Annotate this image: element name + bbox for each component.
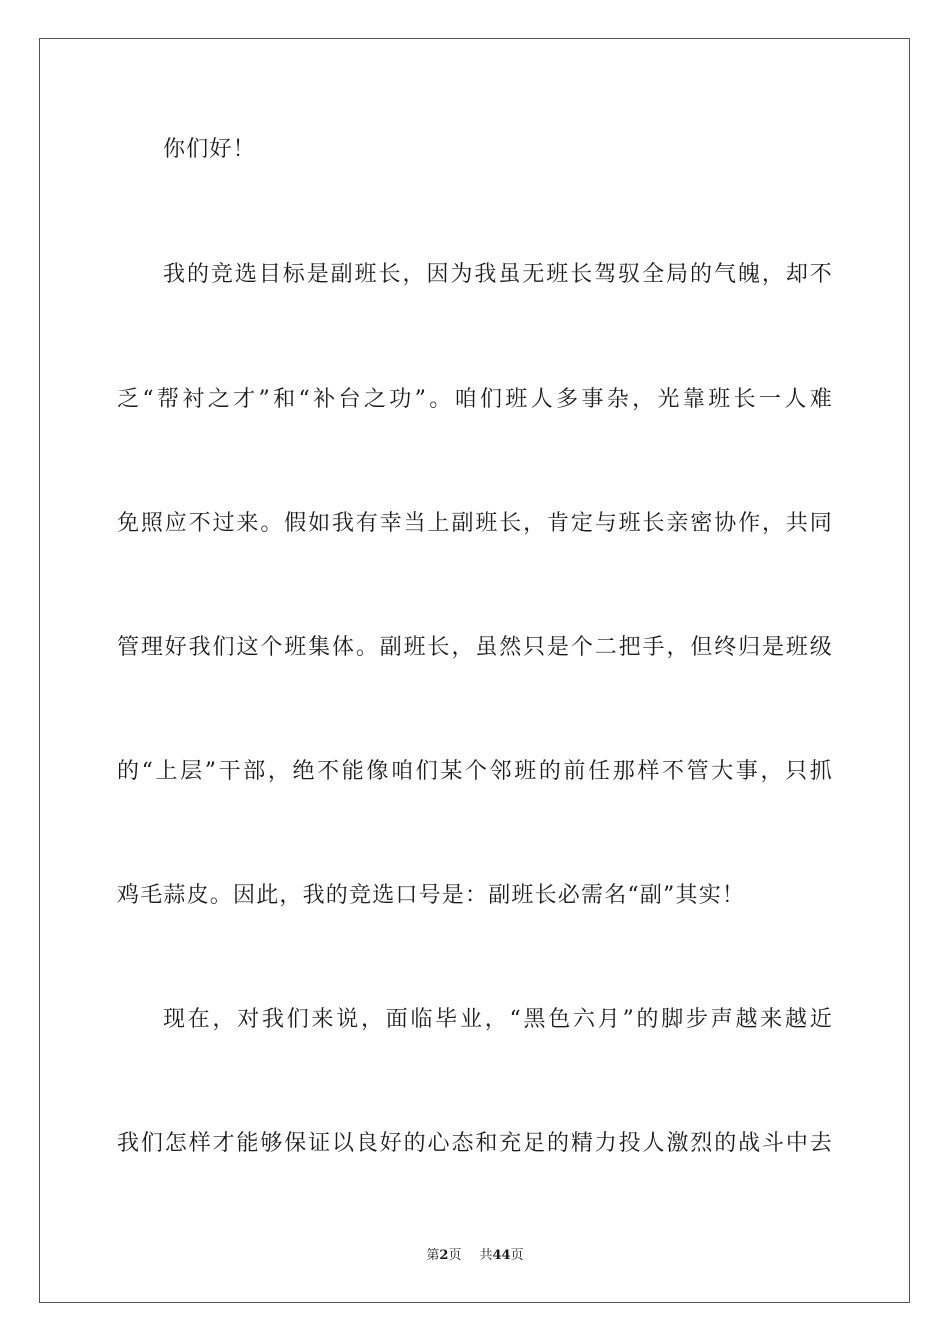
paragraph-line: 鸡毛蒜皮。因此，我的竞选口号是：副班长必需名“副”其实！ [117,883,746,908]
total-prefix: 共 [479,1248,493,1263]
total-suffix: 页 [510,1248,524,1263]
paragraph-line: 免照应不过来。假如我有幸当上副班长，肯定与班长亲密协作，共同 [117,511,833,536]
page-border [39,38,910,1303]
paragraph-line: 的“上层”干部，绝不能像咱们某个邻班的前任那样不管大事，只抓 [117,759,833,784]
paragraph-line: 我的竞选目标是副班长，因为我虽无班长驾驭全局的气魄，却不 [163,262,833,287]
paragraph-line: 我们怎样才能够保证以良好的心态和充足的精力投人激烈的战斗中去 [117,1131,833,1156]
greeting-line: 你们好！ [163,137,256,162]
page-footer [0,1248,950,1264]
paragraph-line: 现在，对我们来说，面临毕业，“黑色六月”的脚步声越来越近 [163,1007,833,1032]
total-pages: 44 [492,1248,511,1263]
page-number: 2 [439,1248,449,1263]
page-suffix: 页 [448,1248,462,1263]
page-prefix: 第 [426,1248,440,1263]
paragraph-line: 乏“帮衬之才”和“补台之功”。咱们班人多事杂，光靠班长一人难 [117,387,833,412]
paragraph-line: 管理好我们这个班集体。副班长，虽然只是个二把手，但终归是班级 [117,635,833,660]
